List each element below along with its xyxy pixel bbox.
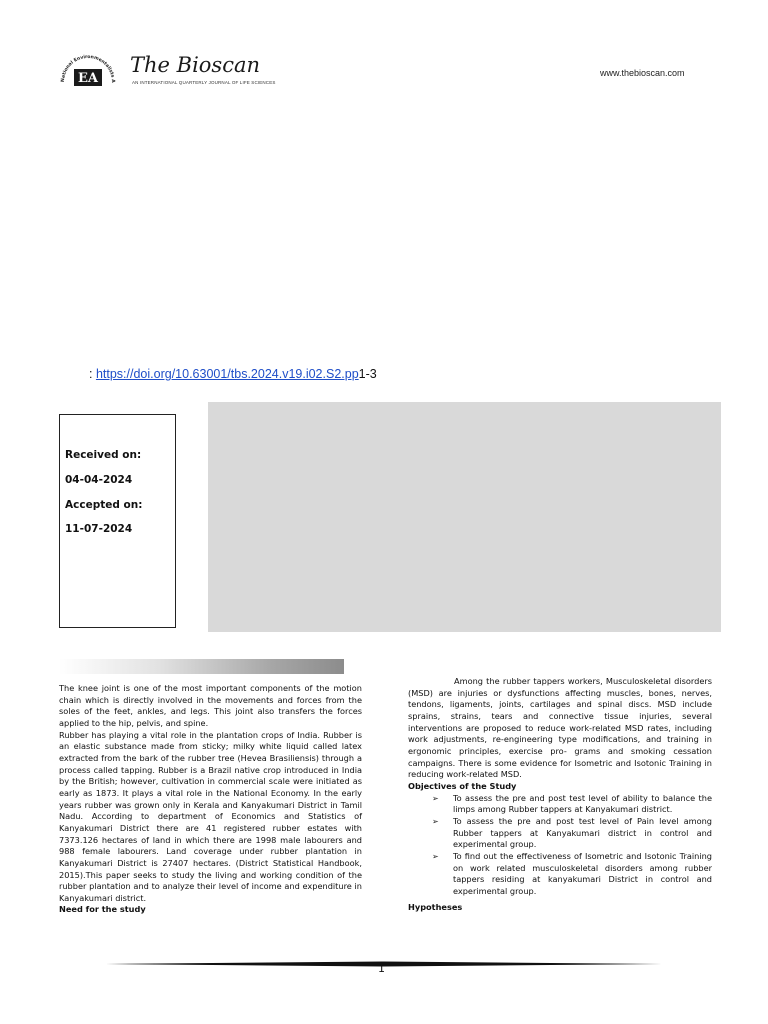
objective-text: To assess the pre and post test level of Pain level among Rubber tappers at Kanyakumari district in control and experimental group.	[453, 815, 712, 850]
received-date: 04-04-2024	[65, 474, 133, 486]
list-item	[408, 793, 712, 816]
doi-prefix: :	[89, 367, 96, 381]
objectives-heading: Objectives of the Study	[408, 780, 517, 791]
intro-paragraph: The knee joint is one of the most important components of the motion chain which is directly involved in the movements and forces from the soles of the feet, ankles, and legs. This joint also transfers the forces applied to the hip, pelvis, and spine.	[59, 683, 362, 728]
doi-pages: 1-3	[358, 367, 377, 381]
accepted-date: 11-07-2024	[65, 523, 133, 535]
page-number: 1	[378, 962, 385, 975]
msd-paragraph: Among the rubber tappers workers, Musculoskeletal disorders (MSD) are injuries or dysfunctions affecting muscles, bones, nerves, tendons, ligaments, joints, cartilages and spinal discs. MSD include sprains, strains, tears and connective tissue injuries, several interventions are proposed to reduce work-related MSD rates, including work adjustments, re-engineering type modifications, and training in ergonomic principles, exercise pro- grams and smoking cessation campaigns. There is some evidence for Isometric and Isotonic Training in reducing work-related MSD.	[408, 676, 712, 780]
doi-link[interactable]: https://doi.org/10.63001/tbs.2024.v19.i02.S2.pp	[95, 367, 359, 381]
journal-name: The Bioscan	[130, 53, 261, 77]
arrow-bullet-icon: ➢	[432, 851, 439, 861]
right-column	[408, 676, 712, 914]
journal-subtitle: AN INTERNATIONAL QUARTERLY JOURNAL OF LIFE SCIENCES	[132, 80, 276, 85]
abstract-panel	[208, 402, 721, 632]
objective-text: To assess the pre and post test level of ability to balance the limps among Rubber tappers at Kanyakumari district.	[453, 792, 712, 815]
objectives-list	[408, 793, 712, 898]
arrow-bullet-icon: ➢	[432, 816, 439, 826]
seal-text: National Environmentalists A	[60, 54, 116, 83]
footer-divider	[106, 952, 662, 958]
received-label: Received on:	[65, 449, 142, 461]
need-heading: Need for the study	[59, 904, 146, 915]
arrow-bullet-icon: ➢	[432, 793, 439, 803]
list-item	[408, 851, 712, 898]
accepted-label: Accepted on:	[65, 499, 143, 511]
article-dates-box	[59, 414, 176, 628]
rubber-paragraph: Rubber has playing a vital role in the plantation crops of India. Rubber is an elastic substance made from sticky; milky white liquid called latex extracted from the bark of the rubber tree (Hevea Brasiliensis) through a process called tapping. Rubber is a Brazil native crop introduced in India by the British; however, cultivation in commercial scale were initiated as early as 1873. It plays a vital role in the National Economy. In the early years rubber was grown only in Kerala and Kanyakumari District in Tamil Nadu. According to department of Economics and Statistics of Kanyakumari District there are 41 registered rubber estates with 7373.126 hectares of land in which there are 1998 male labourers and 988 female labourers. Land coverage under rubber plantation in Kanyakumari District is 27407 hectares. (District Statistical Handbook, 2015).This paper seeks to study the living and working condition of the rubber plantation and to analyze their level of income and expenditure in Kanyakumari district.	[59, 729, 362, 903]
journal-logo	[56, 52, 126, 92]
section-header-bar	[59, 659, 344, 674]
list-item	[408, 816, 712, 851]
logo-seal-icon	[56, 52, 126, 92]
journal-website[interactable]: www.thebioscan.com	[600, 68, 685, 78]
left-column	[59, 683, 362, 916]
seal-monogram: EA	[78, 71, 98, 86]
doi-line	[89, 367, 377, 381]
objective-text: To find out the effectiveness of Isometric and Isotonic Training on work related musculoskeletal disorders among rubber tappers residing at kanyakumari District in control and experimental group.	[453, 850, 712, 896]
hypotheses-heading: Hypotheses	[408, 902, 463, 913]
